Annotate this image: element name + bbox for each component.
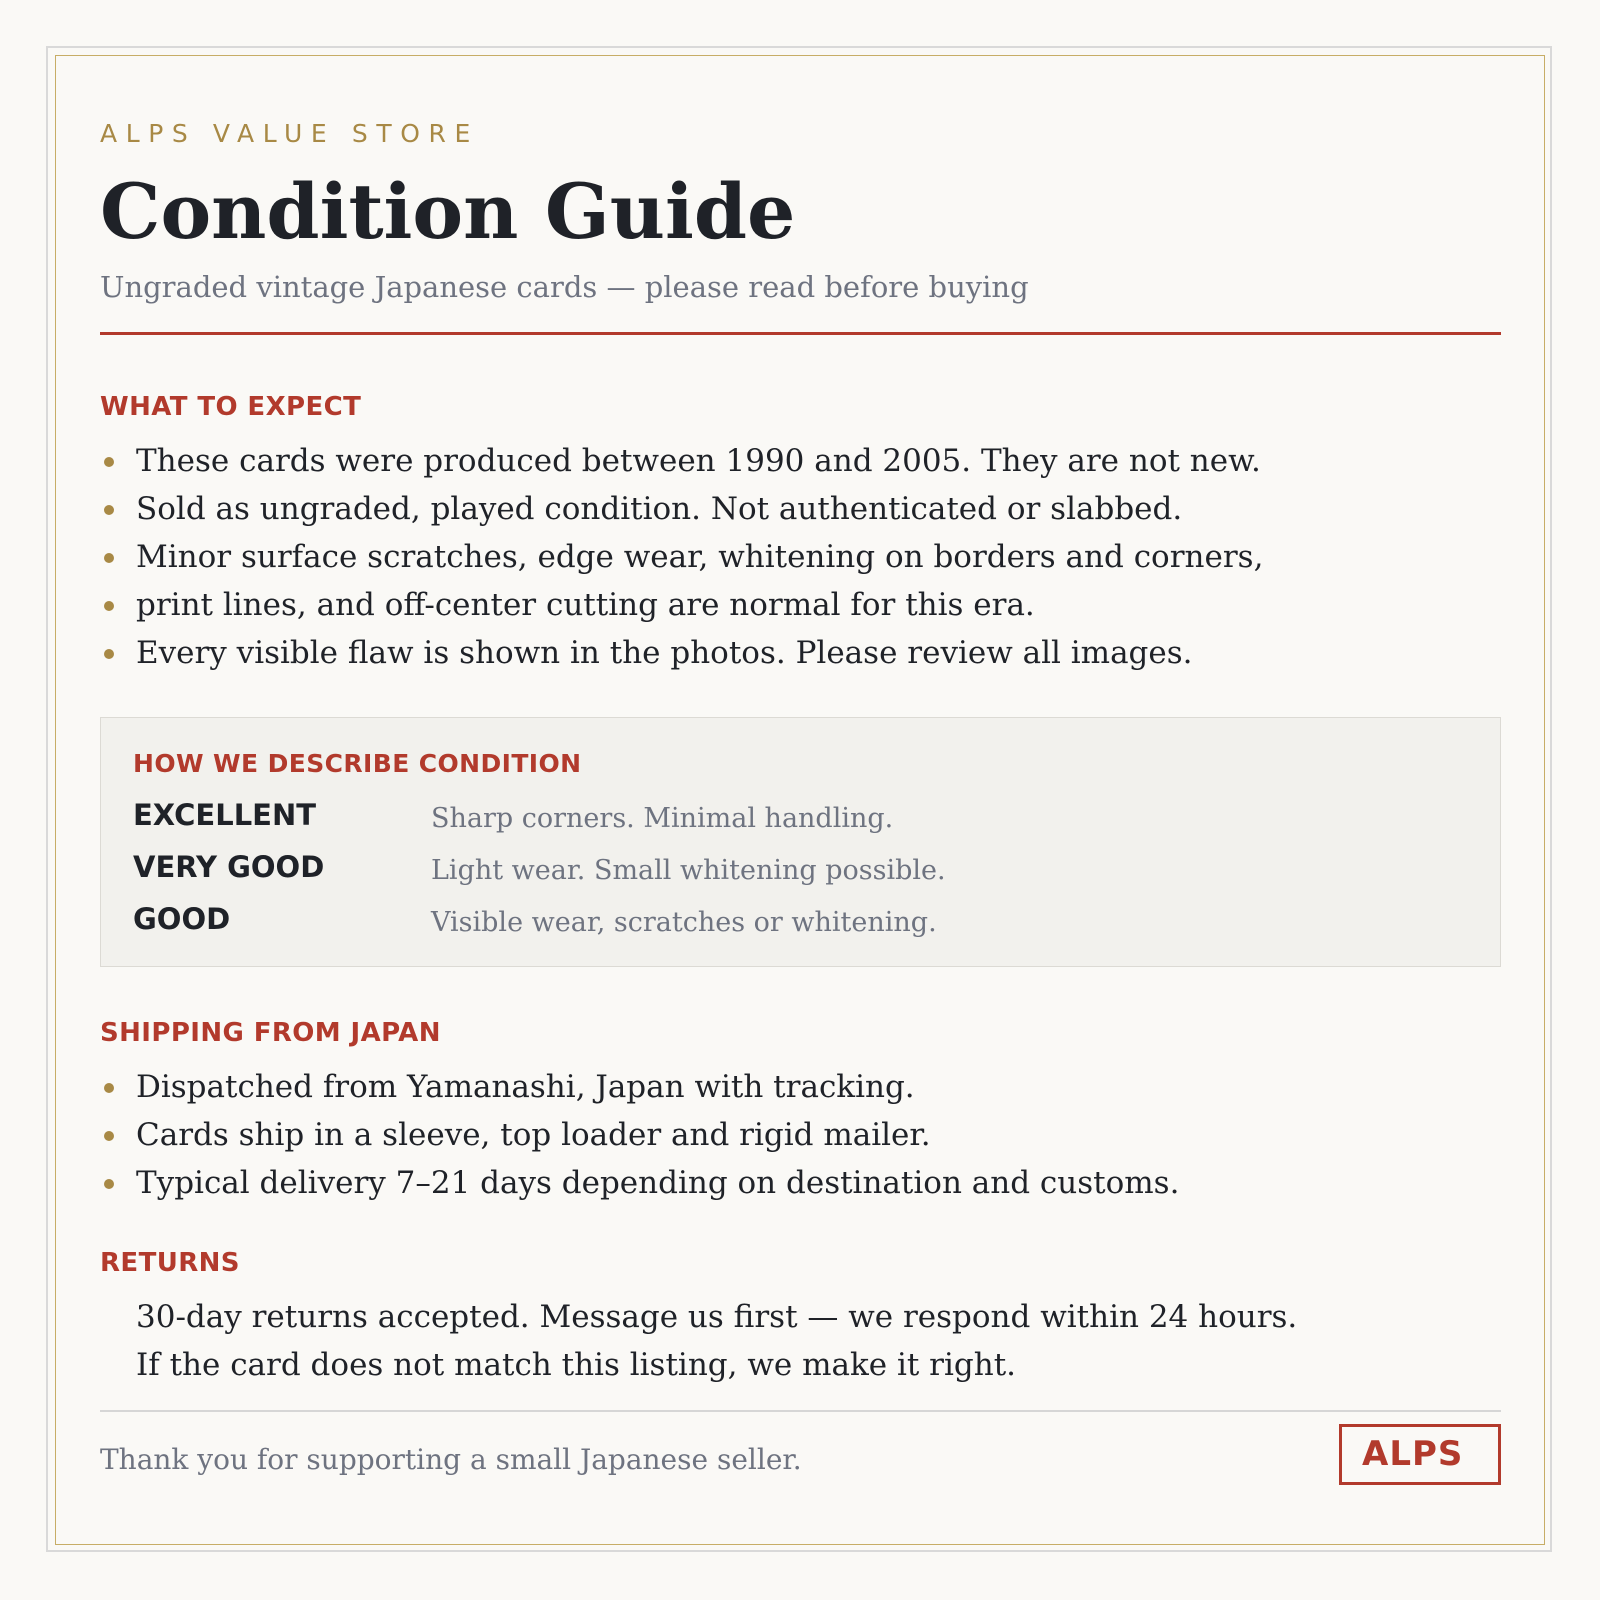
title-divider — [100, 332, 1501, 335]
footer-divider — [100, 1410, 1501, 1412]
condition-box — [100, 717, 1501, 967]
list-item: Sold as ungraded, played condition. Not authenticated or slabbed. — [100, 485, 1263, 533]
condition-row-good — [133, 899, 1463, 939]
condition-row-excellent — [133, 795, 1463, 835]
condition-description: Light wear. Small whitening possible. — [431, 855, 946, 886]
list-item: Dispatched from Yamanashi, Japan with tracking. — [100, 1063, 1179, 1111]
brand-name: ALPS VALUE STORE — [100, 119, 479, 148]
bullet-icon — [104, 1083, 114, 1093]
shipping-list — [100, 1063, 1179, 1207]
bullet-icon — [104, 1131, 114, 1141]
list-item: Every visible flaw is shown in the photos. Please review all images. — [100, 629, 1263, 677]
alps-logo: ALPS — [1339, 1424, 1501, 1485]
returns-line: 30-day returns accepted. Message us first — we respond within 24 hours. — [136, 1299, 1298, 1335]
condition-row-very-good — [133, 847, 1463, 887]
bullet-icon — [104, 649, 114, 659]
returns-text — [136, 1293, 1297, 1389]
section-heading-shipping: SHIPPING FROM JAPAN — [100, 1018, 441, 1048]
list-item: Cards ship in a sleeve, top loader and rigid mailer. — [100, 1111, 1179, 1159]
bullet-icon — [104, 457, 114, 467]
what-to-expect-list — [100, 437, 1263, 677]
bullet-icon — [104, 601, 114, 611]
condition-grade: EXCELLENT — [133, 798, 317, 832]
list-item: Minor surface scratches, edge wear, whitening on borders and corners, — [100, 533, 1263, 581]
condition-description: Sharp corners. Minimal handling. — [431, 803, 894, 834]
guide-content — [100, 0, 1500, 1600]
section-heading-condition: HOW WE DESCRIBE CONDITION — [133, 749, 582, 778]
page-subtitle: Ungraded vintage Japanese cards — please read before buying — [100, 270, 1029, 304]
list-item: These cards were produced between 1990 and 2005. They are not new. — [100, 437, 1263, 485]
condition-grade: VERY GOOD — [133, 850, 325, 884]
returns-line: If the card does not match this listing, we make it right. — [136, 1347, 1017, 1383]
bullet-icon — [104, 1179, 114, 1189]
section-heading-returns: RETURNS — [100, 1248, 240, 1278]
list-item: print lines, and off-center cutting are normal for this era. — [100, 581, 1263, 629]
footer-thanks: Thank you for supporting a small Japanese seller. — [100, 1443, 802, 1476]
bullet-icon — [104, 505, 114, 515]
bullet-icon — [104, 553, 114, 563]
condition-description: Visible wear, scratches or whitening. — [431, 907, 937, 938]
list-item: Typical delivery 7–21 days depending on destination and customs. — [100, 1159, 1179, 1207]
page-title: Condition Guide — [100, 167, 796, 256]
section-heading-what-to-expect: WHAT TO EXPECT — [100, 392, 362, 422]
condition-grade: GOOD — [133, 902, 231, 936]
